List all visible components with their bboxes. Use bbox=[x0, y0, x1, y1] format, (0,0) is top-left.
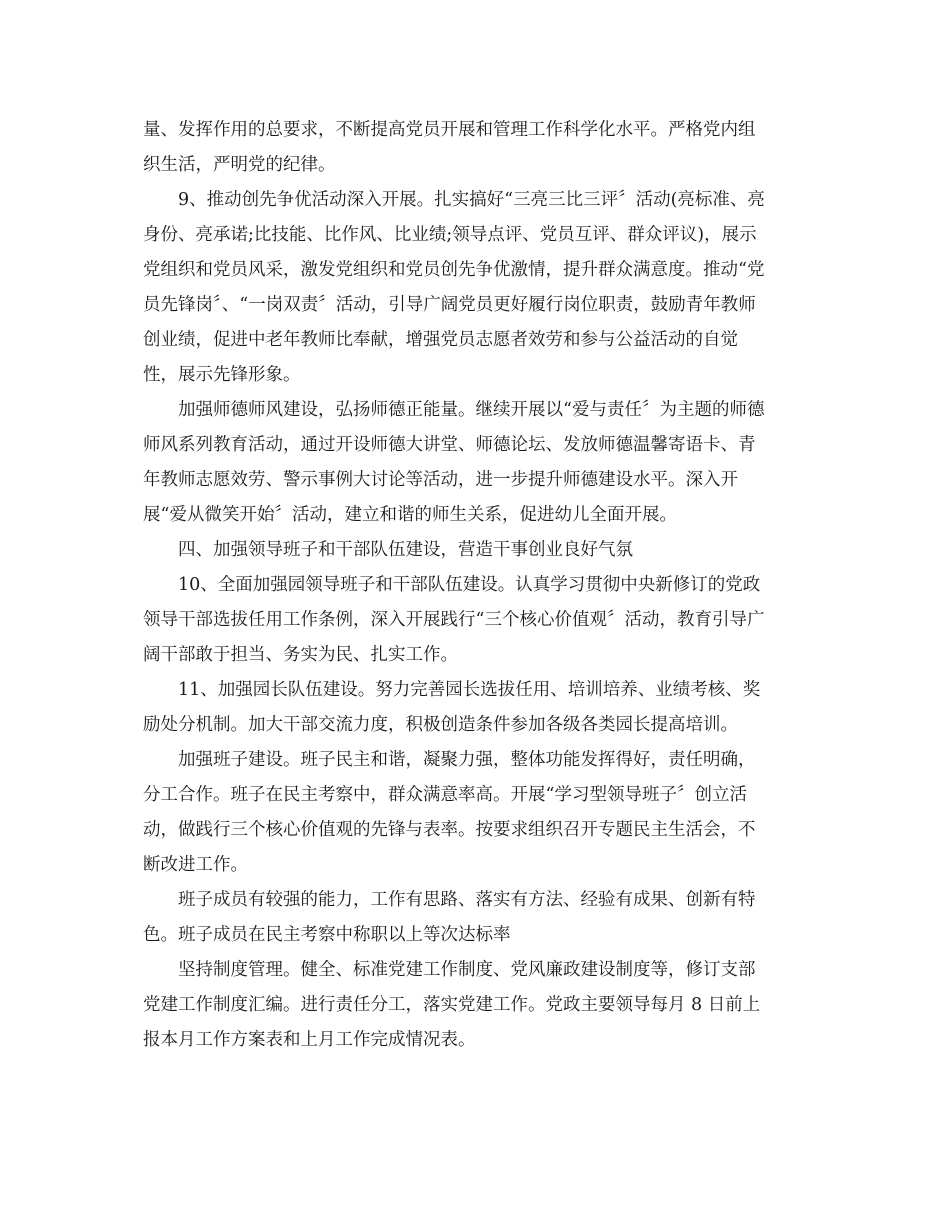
text-line: 色。班子成员在民主考察中称职以上等次达标率 bbox=[143, 925, 511, 945]
paragraph bbox=[143, 953, 806, 1058]
text-line: 10、全面加强园领导班子和干部队伍建设。认真学习贯彻中央新修订的党政 bbox=[178, 575, 761, 595]
paragraph bbox=[143, 743, 806, 883]
text-line: 加强班子建设。班子民主和谐，凝聚力强，整体功能发挥得好，责任明确， bbox=[178, 750, 756, 770]
paragraph bbox=[143, 183, 806, 393]
text-line: 师风系列教育活动，通过开设师德大讲堂、师德论坛、发放师德温馨寄语卡、青 bbox=[143, 435, 756, 455]
text-line: 党组织和党员风采，激发党组织和党员创先争优激情，提升群众满意度。推动“党 bbox=[143, 260, 765, 280]
text-line: 四、加强领导班子和干部队伍建设，营造干事创业良好气氛 bbox=[178, 540, 633, 560]
text-line: 创业绩，促进中老年教师比奉献，增强党员志愿者效劳和参与公益活动的自觉 bbox=[143, 330, 738, 350]
text-line: 身份、亮承诺;比技能、比作风、比业绩;领导点评、党员互评、群众评议)，展示 bbox=[143, 225, 757, 245]
text-line: 断改进工作。 bbox=[143, 855, 248, 875]
text-line: 性，展示先锋形象。 bbox=[143, 365, 301, 385]
text-line: 量、发挥作用的总要求，不断提高党员开展和管理工作科学化水平。严格党内组 bbox=[143, 120, 756, 140]
text-line: 加强师德师风建设，弘扬师德正能量。继续开展以“爱与责任〞为主题的师德 bbox=[178, 400, 765, 420]
paragraph bbox=[143, 673, 806, 743]
paragraph bbox=[143, 533, 806, 568]
text-line: 展“爱从微笑开始〞活动，建立和谐的师生关系，促进幼儿全面开展。 bbox=[143, 505, 677, 525]
text-line: 励处分机制。加大干部交流力度，积极创造条件参加各级各类园长提高培训。 bbox=[143, 715, 738, 735]
text-line: 9、推动创先争优活动深入开展。扎实搞好“三亮三比三评〞活动(亮标准、亮 bbox=[178, 190, 765, 210]
text-line: 领导干部选拔任用工作条例，深入开展践行“三个核心价值观〞活动，教育引导广 bbox=[143, 610, 765, 630]
text-line: 坚持制度管理。健全、标准党建工作制度、党风廉政建设制度等，修订支部 bbox=[178, 960, 756, 980]
text-line: 年教师志愿效劳、警示事例大讨论等活动，进一步提升师德建设水平。深入开 bbox=[143, 470, 738, 490]
text-line: 11、加强园长队伍建设。努力完善园长选拔任用、培训培养、业绩考核、奖 bbox=[178, 680, 761, 700]
paragraph bbox=[143, 883, 806, 953]
text-line: 党建工作制度汇编。进行责任分工，落实党建工作。党政主要领导每月 8 日前上 bbox=[143, 995, 761, 1015]
text-line: 员先锋岗〞、“一岗双责〞活动，引导广阔党员更好履行岗位职责，鼓励青年教师 bbox=[143, 295, 756, 315]
text-line: 分工合作。班子在民主考察中，群众满意率高。开展“学习型领导班子〞创立活 bbox=[143, 785, 747, 805]
paragraph bbox=[143, 113, 806, 183]
text-line: 阔干部敢于担当、务实为民、扎实工作。 bbox=[143, 645, 458, 665]
text-line: 动，做践行三个核心价值观的先锋与表率。按要求组织召开专题民主生活会，不 bbox=[143, 820, 756, 840]
text-line: 织生活，严明党的纪律。 bbox=[143, 155, 336, 175]
text-line: 班子成员有较强的能力，工作有思路、落实有方法、经验有成果、创新有特 bbox=[178, 890, 756, 910]
text-line: 报本月工作方案表和上月工作完成情况表。 bbox=[143, 1030, 476, 1050]
paragraph bbox=[143, 393, 806, 533]
paragraph bbox=[143, 568, 806, 673]
document-body bbox=[143, 113, 806, 1058]
